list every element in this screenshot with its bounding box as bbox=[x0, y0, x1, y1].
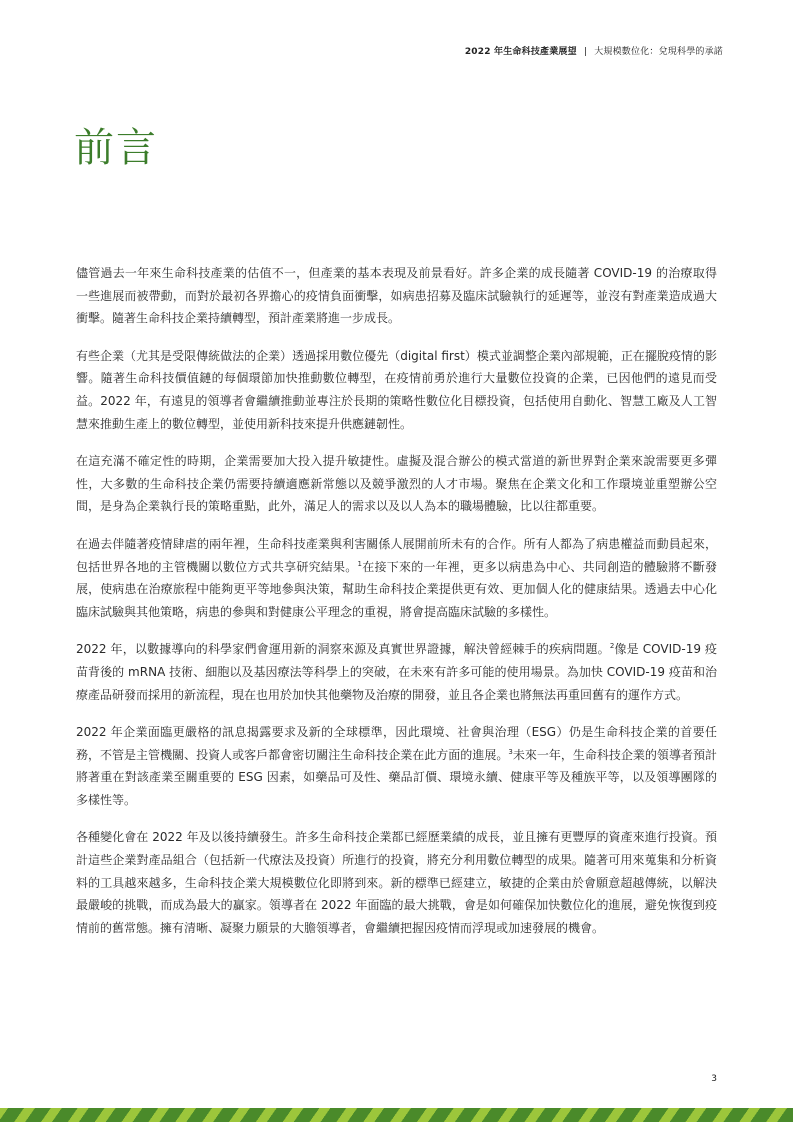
paragraph-4-part-b: 在接下來的一年裡，更多以病患為中心、共同創造的體驗將不斷發展，使病患在治療旅程中能夠更平等地參與決策，幫助生命科技企業提供更有效、更加個人化的健康結果。透過去中心化臨床試驗與其他策略，病患的參與和對健康公平理念的重視，將會提高臨床試驗的多樣性。 bbox=[76, 559, 717, 619]
paragraph-1: 儘管過去一年來生命科技產業的估值不一，但產業的基本表現及前景看好。許多企業的成長隨著 COVID-19 的治療取得一些進展而被帶動，而對於最初各界擔心的疫情負面衝擊，如病患招募及臨床試驗執行的延遲等，並沒有對產業造成過大衝擊。隨著生命科技企業持續轉型，預計產業將進一步成長。 bbox=[76, 266, 717, 326]
decorative-stripe-footer bbox=[0, 1108, 793, 1122]
footnote-ref-1[interactable]: 1 bbox=[357, 559, 362, 568]
running-header bbox=[465, 44, 723, 57]
paragraph-4 bbox=[76, 533, 717, 623]
footnote-ref-3[interactable]: 3 bbox=[508, 747, 513, 756]
paragraph-6 bbox=[76, 721, 717, 811]
report-title: 2022 年生命科技產業展望 bbox=[464, 47, 577, 57]
page-number: 3 bbox=[711, 1074, 717, 1084]
page-title: 前言 bbox=[74, 125, 158, 171]
footnote-ref-2[interactable]: 2 bbox=[609, 642, 615, 651]
body-text bbox=[76, 262, 717, 954]
paragraph-4-part-a: 在過去伴隨著疫情肆虐的兩年裡，生命科技產業與利害關係人展開前所未有的合作。所有人都為了病患權益而動員起來，包括世界各地的主管機關以數位方式共享研究結果。 bbox=[76, 536, 717, 574]
paragraph-6-part-b: 未來一年，生命科技企業的領導者預計將著重在對該產業至關重要的 ESG 因素，如藥品可及性、藥品訂價、環境永續、健康平等及種族平等，以及領導團隊的多樣性等。 bbox=[76, 747, 717, 807]
paragraph-2: 有些企業（尤其是受限傳統做法的企業）透過採用數位優先（digital first）模式並調整企業內部規範，正在擺脫疫情的影響。隨著生命科技價值鏈的每個環節加快推動數位轉型，在疫情前勇於進行大量數位投資的企業，已因他們的遠見而受益。2022 年，有遠見的領導者會繼續推動並專注於長期的策略性數位化目標投資，包括使用自動化、智慧工廠及人工智慧來推動生產上的數位轉型，並使用新科技來提升供應鏈韌性。 bbox=[76, 348, 717, 431]
paragraph-6-part-a: 2022 年企業面臨更嚴格的訊息揭露要求及新的全球標準，因此環境、社會與治理（ESG）仍是生命科技企業的首要任務，不管是主管機關、投資人或客戶都會密切關注生命科技企業在此方面的進展。 bbox=[76, 725, 717, 762]
header-separator: | bbox=[583, 47, 588, 57]
paragraph-3: 在這充滿不確定性的時期，企業需要加大投入提升敏捷性。虛擬及混合辦公的模式當道的新世界對企業來說需要更多彈性，大多數的生命科技企業仍需要持續適應新常態以及競爭激烈的人才市場。聚焦在企業文化和工作環境並重塑辦公空間，是身為企業執行長的策略重點，此外，滿足人的需求以及以人為本的職場體驗，比以往都重要。 bbox=[76, 454, 717, 514]
paragraph-5 bbox=[76, 638, 717, 706]
paragraph-5-part-a: 2022 年，以數據導向的科學家們會運用新的洞察來源及真實世界證據，解決曾經棘手的疾病問題。 bbox=[76, 642, 610, 657]
report-subtitle: 大規模數位化：兌現科學的承諾 bbox=[594, 47, 723, 57]
paragraph-5-part-b: 像是 COVID-19 疫苗背後的 mRNA 技術、細胞以及基因療法等科學上的突破，在未來有許多可能的使用場景。為加快 COVID-19 疫苗和治療產品研發而採用的新流程，現在也用於加快其他藥物及治療的開發，並且各企業也將無法再重回舊有的運作方式。 bbox=[76, 642, 717, 702]
paragraph-7: 各種變化會在 2022 年及以後持續發生。許多生命科技企業都已經歷業績的成長，並且擁有更豐厚的資產來進行投資。預計這些企業對產品組合（包括新一代療法及投資）所進行的投資，將充分利用數位轉型的成果。隨著可用來蒐集和分析資料的工具越來越多，生命科技企業大規模數位化即將到來。新的標準已經建立，敏捷的企業由於會願意超越傳統，以解決最嚴峻的挑戰，而成為最大的贏家。領導者在 2022 年面臨的最大挑戰，會是如何確保加快數位化的進展，避免恢復到疫情前的舊常態。擁有清晰、凝聚力願景的大膽領導者，會繼續把握因疫情而浮現或加速發展的機會。 bbox=[76, 830, 717, 935]
